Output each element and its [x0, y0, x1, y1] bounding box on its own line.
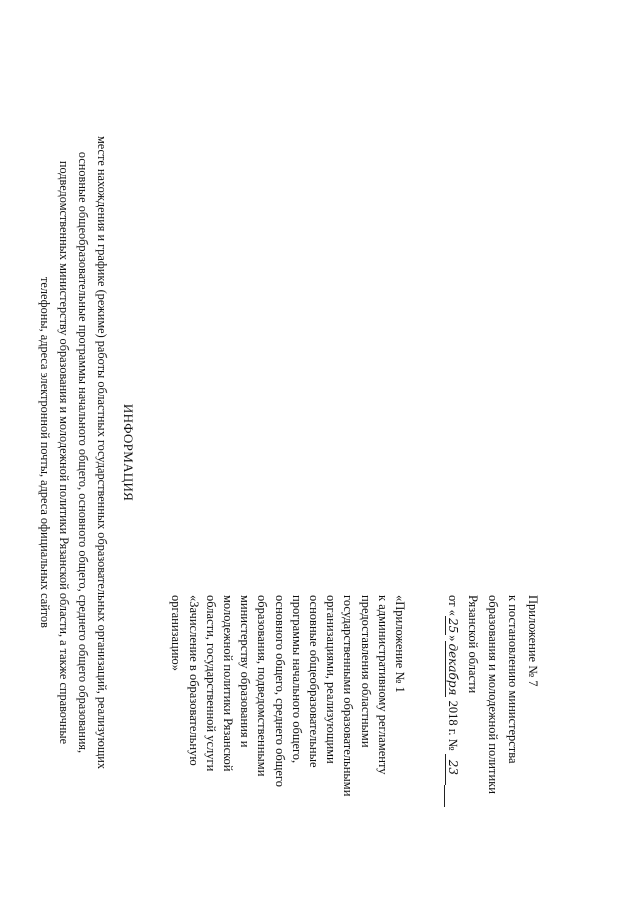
appendix-1-line: программы начального общего,	[289, 595, 304, 764]
appendix-7-line-1: Приложение № 7	[526, 595, 540, 687]
description-line: месте нахождения и графике (режиме) работы областных государственных образовательных организаций, реализующих	[95, 135, 109, 770]
number-underline	[444, 785, 460, 807]
description-line: подведомственных министерству образования и молодежной политики Рязанской области, а также справочные	[57, 160, 71, 745]
appendix-7-date-line	[444, 595, 460, 807]
appendix-1-line: основные общеобразовательные	[307, 595, 321, 768]
appendix-7-line-3: образования и молодежной политики	[486, 595, 500, 794]
description-line: телефоны, адреса электронной почты, адреса официальных сайтов	[38, 277, 52, 628]
date-prefix: от «	[446, 595, 460, 616]
date-month: декабря	[446, 643, 460, 696]
date-day: 25	[446, 617, 460, 634]
description-line: основные общеобразовательные программы начального общего, основного общего, среднего общего образования,	[76, 151, 90, 754]
appendix-1-line: основного общего, среднего общего	[272, 595, 287, 787]
date-number: 23	[445, 754, 460, 785]
appendix-7-line-2: к постановлению министерства	[506, 595, 520, 764]
appendix-1-line: молодежной политики Рязанской	[221, 595, 235, 772]
appendix-1-line: к административному регламенту	[375, 595, 390, 775]
document-title: ИНФОРМАЦИЯ	[121, 403, 136, 502]
appendix-1-line: предоставления областными	[358, 595, 373, 748]
date-mid: »	[446, 635, 460, 642]
appendix-1-line: организацию»	[169, 595, 184, 672]
date-year: 2018 г. №	[446, 700, 460, 751]
appendix-1-line: области, государственной услуги	[203, 595, 218, 772]
appendix-1-line: образования, подведомственными	[255, 595, 270, 777]
appendix-7-line-4: Рязанской области	[466, 595, 480, 694]
appendix-1-line: министерству образования и	[238, 595, 253, 748]
appendix-1-line: организациями, реализующими	[324, 595, 339, 764]
appendix-1-line: «Зачисление в образовательную	[186, 595, 201, 766]
appendix-1-line: «Приложение № 1	[393, 595, 407, 693]
appendix-1-line: государственными образовательными	[341, 595, 356, 797]
